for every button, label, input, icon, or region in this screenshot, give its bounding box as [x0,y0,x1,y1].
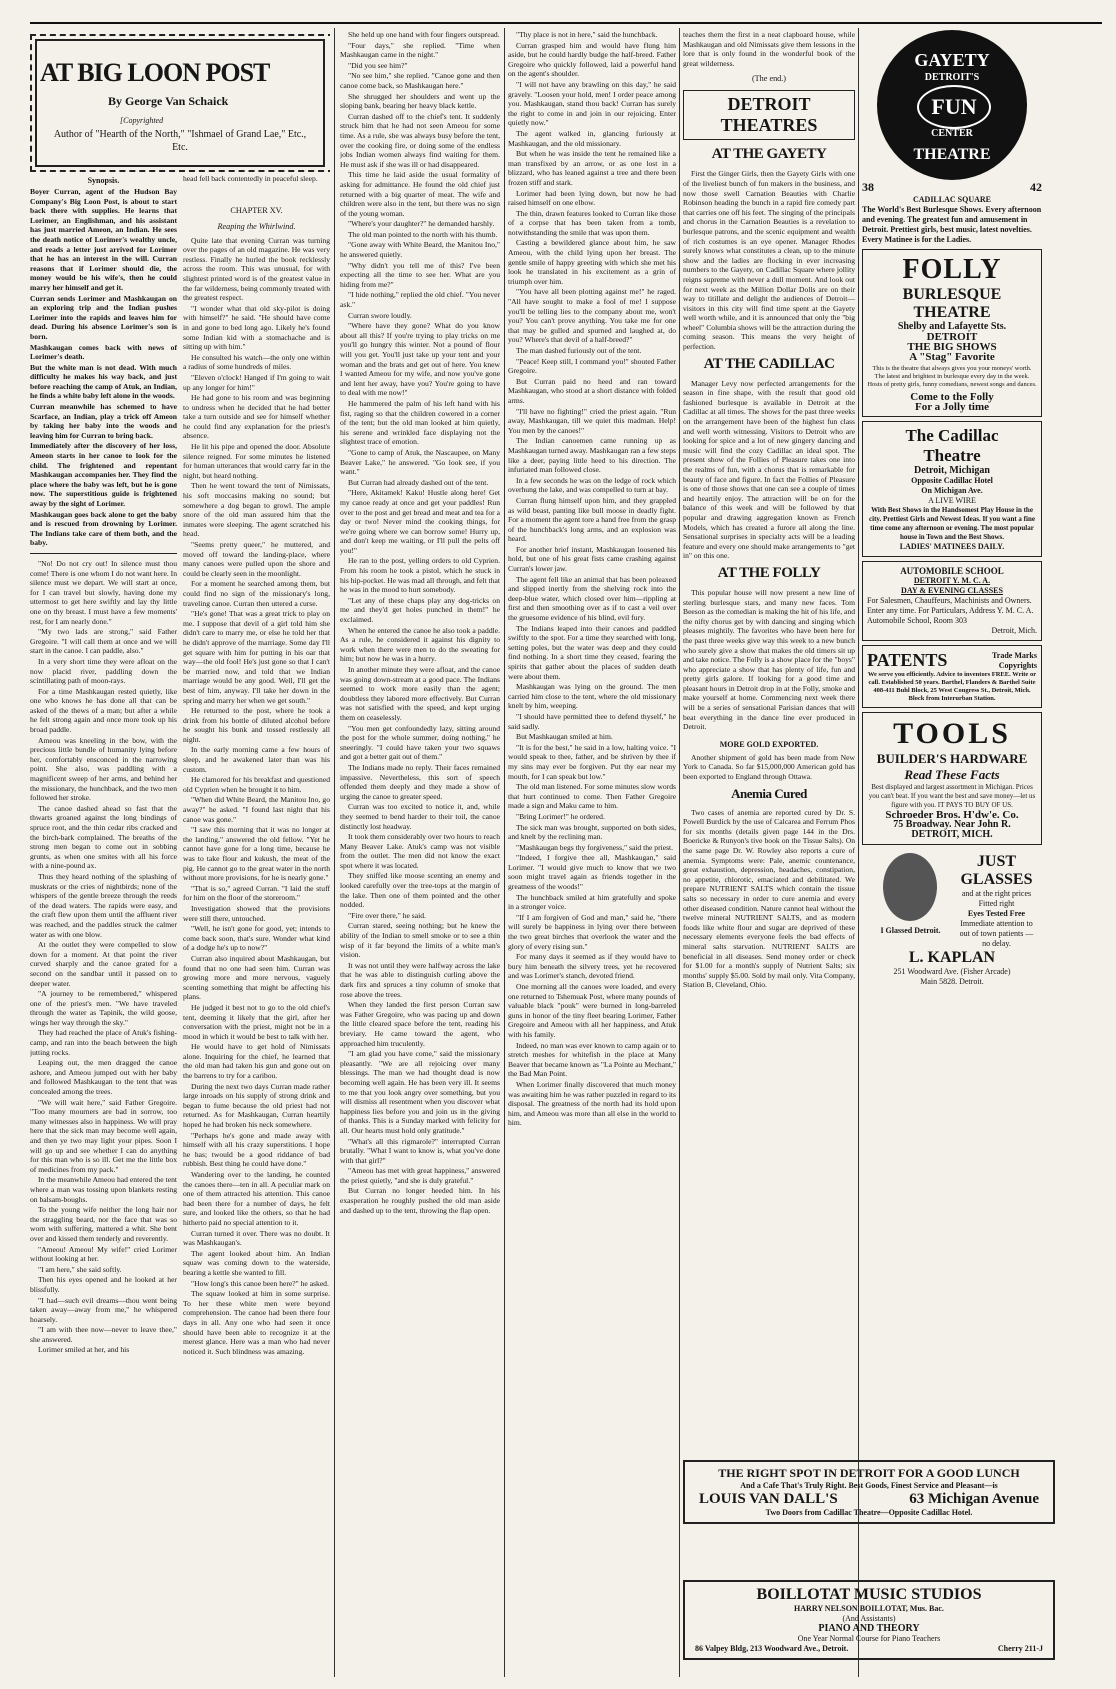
story-paragraph: "Mashkaugan begs thy forgiveness," said the priest. [516,842,674,852]
story-paragraph: For a time Mashkaugan rested quietly, like one who knows he has done all that can be asked of the thews of a man; but after a while he felt strong again and once more took up his broad paddle. [30,686,177,735]
cadillac-ad [862,421,1042,557]
synopsis-heading: Synopsis. [87,176,120,185]
lunch-addr: 63 Michigan Avenue [909,1491,1039,1507]
story-paragraph: "Why didn't you tell me of this? I've been expecting all the time to see her. What are you hiding from me?" [340,260,500,289]
gayety-address: CADILLAC SQUARE [912,195,991,204]
story-paragraph: But Curran had already dashed out of the tent. [348,477,489,487]
story-paragraph: During the next two days Curran made rather large inroads on his supply of strong drink and began to fume because the old priest had not returned. As for Mashkaugan, Curran heartily hoped he had broken his neck somewhere. [183,1081,330,1130]
lunch-doors: Two Doors from Cadillac Theatre—Opposite Cadillac Hotel. [765,1508,973,1517]
music-ad [683,1580,1055,1660]
story-paragraph: He hammered the palm of his left hand with his fist, raging so that the children cowered in a corner of the tent; but the old man looked at him quietly, his serene and wrinkled face displaying not the slightest trace of emotion. [340,398,500,447]
music-asst: (And Assistants) [842,1614,896,1623]
story-paragraph: The canoe dashed ahead so fast that the thwarts groaned against the long bindings of spruce root, and the thin cedar ribs cracked and the birch-bark complained. The breaths of the strong men began to come out in sobbing grunts, as when one smites with all his force with a nine-pound ax. [30,803,177,871]
patents-ad [862,645,1042,708]
story-paragraph: "Bring Lorimer!" he ordered. [516,811,605,821]
story-paragraph: The agent walked in, glancing furiously at Mashkaugan, and the old missionary. [508,128,676,148]
tools-ad [862,712,1042,845]
logo-text: CENTER [931,128,973,139]
gayety-logo [877,30,1027,180]
story-paragraph: Leaping out, the men dragged the canoe ashore, and Ameou jumped out with her baby and followed Mashkaugan to the tent that was concealed among the trees. [30,1058,177,1097]
story-paragraph: "Perhaps he's gone and made away with himself with all his crazy superstitions. I hope he has; twould be a good riddance of bad rubbish. Best thing he could have done." [183,1130,330,1169]
story-paragraph: Curran stared, seeing nothing; but he knew the ability of the Indian to smell smoke or to see a thin wisp of it far beyond the limits of a white man's vision. [340,921,500,960]
auto-classes: DAY & EVENING CLASSES [901,586,1003,595]
story-paragraph: She shrugged her shoulders and went up the sloping bank, bearing her heavy black kettle. [340,91,500,111]
story-paragraph: "Peace! Keep still, I command you!" shouted Father Gregoire. [508,356,676,376]
story-paragraph: "I'll have no fighting!" cried the priest again. "Run away, Mashkaugan, till we quiet this madman. Help! You men by the canoes!" [508,406,676,435]
story-paragraph: It was not until they were halfway across the lake that he was able to distinguish curling above the dark firs and spruces a tiny column of smoke that rose above the trees. [340,960,500,999]
column-rule [504,28,505,1677]
story-paragraph: Curran turned it over. There was no doubt. It was Mashkaugan's. [183,1228,330,1248]
story-paragraph: Curran flung himself upon him, and they grappled as wild beast, panting like bull moose in deadly fight. For a moment the agent tore a hand free from the grasp of the hunchback's long arms, and an explosion was heard. [508,495,676,544]
cadillac-opp: Opposite Cadillac Hotel [911,476,993,485]
chapter-title: Reaping the Whirlwind. [217,221,296,231]
gold-article: Another shipment of gold has been made from New York to Canada. So far $15,000,000 American gold has been exported to England through Ottawa. [683,752,855,782]
folly-city: DETROIT [926,331,978,343]
gayety-heading: AT THE GAYETY [711,146,827,163]
page-top-rule [30,22,1102,24]
story-paragraph: For many days it seemed as if they would have to bury him beneath the silvery trees, yet he recovered and was Lorimer's stanch, devoted friend. [508,952,676,981]
patents-word: PATENTS [867,650,948,670]
theatres-column [683,30,855,1450]
gayety-tagline: The World's Best Burlesque Shows. Every afternoon and evening. The greatest fun and amusement in Detroit. Prettiest girls, best music, latest novelties. Every Matinee is for the Ladies. [862,205,1042,244]
glasses-addr: 251 Woodward Ave. (Fisher Arcade) [893,967,1011,976]
tools-firm: Schroeder Bros. H'dw'e. Co. [885,809,1019,821]
story-paragraph: "How long's this canoe been here?" he asked. [191,1278,329,1288]
auto-school-ad [862,561,1042,641]
story-paragraph: "Gone away with White Beard, the Manitou Ino," he answered quietly. [340,240,500,260]
story-paragraph: "We will wait here," said Father Gregoire. "Too many mourners are bad in sorrow, too many witnesses also in happiness. We will pray here that the sick man may become well again, and then ye two may light your pipes. Soon I will go up and see whether I can do anything for this man who is so ill. Get me the little box of medicines from my pack." [30,1097,177,1174]
patents-body: We serve you efficiently. Advice to inventors FREE. Write or call. Established 50 years. Barthel, Flanders & Barthel Suite 408-411 Buhl Block, 25 West Congress St., Detroit, Mich. Block from Interurban Station. [867,671,1037,702]
music-addr: 86 Valpey Bldg, 213 Woodward Ave., Detroit. [695,1644,849,1653]
cadillac-name: The Cadillac [905,426,999,445]
story-paragraph: "You have all been plotting against me!" he raged. "All have sought to make a fool of me! I suppose you'll be telling lies to the company about me, won't you? You can't prove anything. You take me for one that may be gulled and spurned and laughed at, do you? Where's that devil of a half-breed?" [508,287,676,345]
music-head: BOILLOTAT MUSIC STUDIOS [756,1586,982,1603]
author-line: Author of "Hearth of the North," "Ishmael of Grand Lae," Etc., Etc. [53,129,307,153]
cadillac-heading: AT THE CADILLAC [703,355,835,372]
story-paragraph: "No see him," she replied. "Canoe gone and then canoe come back, so Mashkaugan here." [340,71,500,90]
logo-text: GAYETY [914,50,990,70]
patents-trade: Trade Marks [992,650,1037,660]
tools-word: TOOLS [893,717,1011,750]
story-paragraph: When Lorimer finally discovered that much money was awaiting him he was rather puzzled in regard to its disposal. The greatness of the north had its hold upon him, and Ameou was more than all else in the world to him. [508,1079,676,1128]
logo-text: FUN [917,85,991,129]
cadillac-article: Manager Levy now perfected arrangements for the season in fine shape, with the result that good old fashioned burlesque is available in Detroit at the Cadillac at all times. The shows for the past three weeks on the arrangement have been of the highest fun class and well worth witnessing. Visitors to Detroit who are looking for spice and a lot of new gingery dancing and music will find the cozy Cadillac an ideal spot. The present show of the Follies of Pleasure takes one into the realms of fun, with a chorus that is remarkable for beauty of face and figure. In fact the Follies of Pleasure is one of those shows that one can see a couple of times and heartily enjoy. The attraction will be on for the balance of this week and will be followed by that popular and drawing aggregation known as French Models, which has created a furore all along the line. Sensational surprises in specialty acts will be a leading feature and every one should make arrangements to "get in" on this one. [683,378,855,561]
story-paragraph: Then his eyes opened and he looked at her blissfully. [30,1275,177,1294]
anemia-article: Two cases of anemia are reported cured by Dr. S. Powell Burdick by the use of Calcarea and Ferrum Phos for six months (details given page 144 in the Drs. Boericke & Runyon's tive book on the Tissue Salts). On the same page Dr. W. Rowley also reports a cure of anemia. Symptoms were: Pale, anemic countenance, great exhaustion, depression, headaches, constipation, no appetite, chlorotic, emaciated and debilitated. We prepare NUTRIENT SALTS which contain the tissue salts so necessary in order to cure anemia and every other diseased condition. Nature cannot heal without the twelve mineral NUTRIENT SALTS, and as modern foods like white flour and sugar are deprived of these necessary elements everyone feels the bad effects of mineral salts starvation. NUTRIENT SALTS are beneficial in all diseases. Send money order or check for $1.00 for a month's supply of Nutrient Salts; six months' supply $5.00. Sold by mail only. Vita Company, Station B, Cleveland, Ohio. [683,807,855,990]
gayety-ad [862,30,1042,245]
story-paragraph: "He's gone! That was a great trick to play on me. I suppose that devil of a girl told him she didn't care to marry me, or else he told her that he didn't approve of the marriage. Some day I'll get square with him for putting in his oar that way—the old fool! He's just gone so that I can't be married now, and told that we Indian marriage would be any good. Well, I'll get the best of him, anyway. I'll take her down in the spring and marry her when we get south." [183,609,330,705]
story-right-subcolumn [183,174,330,1357]
story-paragraph: Casting a bewildered glance about him, he saw Ameou, with the child lying upon her breast. The gentle smile of happy greeting with which she met his look he translated in his excitement as a grin of triumph over him. [508,238,676,286]
glasses-head: GLASSES [960,871,1033,888]
folly-sub: BURLESQUE [902,286,1002,303]
auto-ymca: DETROIT Y. M. C. A. [913,576,991,585]
story-paragraph: Lorimer smiled at her, and his [38,1345,130,1355]
ad-number: 38 [862,180,874,194]
story-paragraph: To the young wife neither the long hair nor the straggling beard, nor the face that was so worn with suffering, mattered a whit. She bent over and kissed them tenderly and reverently. [30,1205,177,1243]
story-paragraph: "I had—such evil dreams—thou went being taken away—away from me," he whispered hoarsely. [30,1295,177,1324]
gold-heading: MORE GOLD EXPORTED. [719,739,819,749]
story-paragraph: They had reached the place of Atuk's fishing-camp, and ran into the beach between the high jutting rocks. [30,1028,177,1057]
story-paragraph: "I saw this morning that it was no longer at the landing," answered the old fellow. "Yet he cannot have gone for a long time, because he was to take flour and kukush, the meat of the pig. He cannot go to the great water in the north without more provisions, for he is nearly gone." [183,825,330,883]
story-paragraph: "Where's your daughter?" he demanded harshly. [348,219,495,229]
music-name: HARRY NELSON BOILLOTAT, Mus. Bac. [794,1604,944,1613]
story-paragraph: But when he was inside the tent he remained like a man transfixed by an arrow, or as one lost in a blizzard, who has leaned against a tree and there been frozen stiff and stark. [508,149,676,187]
story-paragraph: He lit his pipe and opened the door. Absolute silence reigned. For some minutes he listened for human utterances that would carry far in the night, but heard nothing. [183,442,330,480]
story-paragraph: teaches them the first in a neat clapboard house, while Mashkaugan and old Nimissats give them lessons in the lore that is only found in the wonderful book of the great wilderness. [683,30,855,68]
the-end-note: (The end.) [751,74,787,84]
glasses-ad [862,849,1042,991]
story-paragraph: The hunchback smiled at him gratefully and spoke in a stronger voice. [508,892,676,912]
synopsis-paragraph: Mashkaugan goes back alone to get the baby and is rescued from drowning by Lorimer. The Indians take care of them both, and the baby. [30,509,177,548]
cadillac-ladies: LADIES' MATINEES DAILY. [899,542,1005,551]
tools-city: DETROIT, MICH. [911,829,993,840]
story-paragraph: When he entered the canoe he also took a paddle. As a rule, he considered it against his dignity to work when there were men to do the sweating for him; but now he was in a hurry. [340,625,500,664]
story-paragraph: He would have to get hold of Nimissats alone. Inquiring for the chief, he learned that the old man had taken his gun and gone out on the barrens to try for a caribou. [183,1042,330,1081]
glasses-phone: Main 5828. Detroit. [920,977,984,986]
story-paragraph: He had gone to his room and was beginning to undress when he decided that he had better take a turn outside and see for himself whether he could find any explanation for the priest's absence. [183,393,330,441]
logo-text: THEATRE [913,146,991,163]
story-left-subcolumn [30,174,177,1357]
story-header-box [30,30,330,170]
auto-city: Detroit, Mich. [991,626,1037,635]
story-paragraph: "Ameou! Ameou! My wife!" cried Lorimer without looking at her. [30,1244,177,1264]
story-paragraph: But Curran no longer heeded him. In his exasperation he roughly pushed the old man aside and dashed up to the tent, throwing the flap open. [340,1186,500,1215]
music-course: One Year Normal Course for Piano Teachers [797,1634,941,1643]
story-paragraph: In a very short time they were afloat on the now placid river, paddling down the scintillating path of moon-rays. [30,656,177,686]
story-paragraph: It took them considerably over two hours to reach Many Beaver Lake. Atuk's camp was not visible from the outlet. The men did not know the exact spot where it was located. [340,832,500,870]
story-paragraph: Thus they heard nothing of the splashing of muskrats or the cries of nightbirds; none of the whispers of the gentle breeze through the reeds of the dead waters. The rapids were easy, and the craft flew upon them until the affluent river was reached, and the paddles struck the calmer water as with one blow. [30,871,177,939]
story-paragraph: This time he laid aside the usual formality of asking for admittance. He found the old chief just returned with a big quarter of meat. The wife and children were also in the tent, but there was no sign of the young woman. [340,170,500,218]
story-paragraph: "Well, he isn't gone for good, yet; intends to come back soon, that's sure. Wonder what kind of a dodge he's up to now?" [183,924,330,953]
glasses-sub: and at the right prices Fitted right [961,889,1032,908]
folly-ad [862,249,1042,417]
theatres-heading: DETROIT THEATRES [683,90,855,140]
auto-title: AUTOMOBILE SCHOOL [900,566,1004,576]
story-paragraph: Indeed, no man was ever known to camp again or to stretch meshes for whitefish in the place at Many Beaver that became known as "La Pointe au Mechant," the Bad Man Point. [508,1040,676,1079]
story-title: AT BIG LOON POST [40,58,270,87]
logo-text: DETROIT'S [924,72,980,83]
story-paragraph: The squaw looked at him in some surprise. To her these white men were beyond comprehension. The canoe had been there four days in all. Any one who had seen it once should have been able to recognize it at the merest glance. Here was a man who had never noticed it. Such blindness was amazing. [183,1289,330,1356]
story-paragraph: For another brief instant, Mashkaugan loosened his hold, but one of his great fists came crashing against Curran's lower jaw. [508,544,676,574]
glasses-head: JUST [976,853,1017,870]
story-paragraph: "I should have permitted thee to defend thyself," he said sadly. [508,711,676,731]
column-rule [679,28,680,1677]
ads-column [862,30,1042,1450]
story-paragraph: Quite late that evening Curran was turning over the pages of an old magazine. He was very restless. Finally he hurled the book recklessly across the room. This was unusual, for with slightest printed word is of the greatest value in the far wilderness, being commonly treated with the greatest respect. [183,235,330,303]
story-paragraph: In the early morning came a few hours of sleep, and he awakened later than was his custom. [183,745,330,774]
cadillac-ave: On Michigan Ave. [921,486,983,495]
synopsis-paragraph: Curran meanwhile has schemed to have Scarface, an Indian, play a trick off Ameon by taking her baby into the woods and leaving him for Curran to bring back. [30,402,177,440]
folly-jolly: For a Jolly time [914,401,990,413]
story-paragraph: The man dashed furiously out of the tent. [516,346,642,355]
story-paragraph: At the outlet they were compelled to slow down for a moment. At that point the river curved sharply and the canoe grated for a second on the sandbar until it passed on to deeper water. [30,940,177,988]
story-paragraph: He consulted his watch—the only one within a radius of some hundreds of miles. [183,352,330,372]
synopsis-paragraph: Mashkaugan comes back with news of Lorimer's death. [30,342,177,362]
story-paragraph: "I wonder what that old sky-pilot is doing with himself?" he said. "He should have come in and gone to bed long ago. Likely he's found some Indian kid with a stomachache and is sitting up with him." [183,303,330,352]
lunch-name: LOUIS VAN DALL'S [699,1491,838,1507]
story-paragraph: He ran to the post, yelling orders to old Cyprien. From his room he took a pistol, which he stuck in his hip-pocket. He was mad all through, and felt that he was in the mood to hurt somebody. [340,556,500,595]
story-paragraph: "Eleven o'clock! Hanged if I'm going to wait up any longer for him!" [183,372,330,392]
synopsis-paragraph: Immediately after the discovery of her loss, Ameon starts in her canoe to look for the child. The frightened and repentant Mashkaugan accompanies her. They find the place where the baby was left, but he is gone now. The superstitious guide is frightened away by the sight of Lorimer. [30,441,177,508]
story-paragraph: "Thy place is not in here," said the hunchback. [516,30,658,39]
story-paragraph: "Indeed, I forgive thee all, Mashkaugan," said Lorimer. "I would give much to know that we two soon might travel again as friends together in the greatness of the woods!" [508,853,676,892]
story-paragraph: The thin, drawn features looked to Curran like those of a corpse that has been taken from a tomb, notwithstanding the smile that was upon them. [508,208,676,237]
glasses-name: L. KAPLAN [908,949,996,966]
story-paragraph: "I hide nothing," replied the old chief. "You never ask." [340,290,500,310]
story-paragraph: She held up one hand with four fingers outspread. [348,30,500,39]
story-paragraph: The Indians leaped into their canoes and paddled swiftly to the spot. For a time they searched with long, setting poles, but the water was deep and they could find nothing. In a short time they ceased, fearing the spirits that gather about the places of sudden death were about them. [508,623,676,681]
synopsis-paragraph: Curran sends Lorimer and Mashkaugan on an exploring trip and the Indian pushes Lorimer into the rapids and leaves him for dead. During his absence Lorimer's son is born. [30,293,177,341]
chapter-heading: CHAPTER XV. [230,205,283,215]
ad-number: 42 [1030,180,1042,194]
cadillac-blurb: With Best Shows in the Handsomest Play House in the city. Prettiest Girls and Newest Ideas. If you want a fine time come any afternoon or evening. The most popular house in Town and the Best Shows. [869,506,1035,541]
story-split [30,174,330,1357]
story-paragraph: "Four days," she replied. "Time when Mashkaugan came in the night." [340,40,500,60]
story-paragraph: He returned to the post, where he took a drink from his bottle of diluted alcohol before he sought his bunk and tossed restlessly all night. [183,706,330,744]
story-paragraph: Ameou was kneeling in the bow, with the precious little bundle of humanity lying before her, comfortably ensconced in the narrowing point. She also, was paddling with a magnificent sweep of her arms, and behind her the missionary, the hunchback, and the two men followed her stroke. [30,735,177,803]
tools-read: Read These Facts [904,767,1000,782]
story-paragraph: The Indians made no reply. Their faces remained impassive. Nevertheless, this sort of speech offended them deeply and they made a show of urging the canoe to greater speed. [340,762,500,801]
copyright-note: [Copyrighted [120,116,164,125]
story-paragraph: In another minute they were afloat, and the canoe was going down-stream at a good pace. The Indians seemed to work more easily than the agent; doubtless they labored more effectively. But Curran was not satisfied with the speed, and kept urging them on ceaselessly. [340,665,500,722]
tools-hardware: BUILDER'S HARDWARE [876,751,1028,766]
story-paragraph: Investigation showed that the provisions were still there, untouched. [183,903,330,923]
story-paragraph: Curran dashed off to the chief's tent. It suddenly struck him that he had not seen Ameou for some time. As a rule, she was always busy before the tent, over the cooking fire, or doing some of the endless jobs Indian women always find waiting for them. He must ask if she was ill or had disappeared. [340,111,500,169]
story-paragraph: But Curran paid no heed and ran toward Mashkaugan, who stood at a short distance with folded arms. [508,376,676,405]
story-paragraph: "Here, Akitamek! Kaku! Hustle along here! Get my canoe ready at once and get your paddles! Run over to the post and get bread and meat and tea for a day or two! Never mind the cooking things, for we're going where we can borrow some! Hurry up, and don't keep me waiting, or I'll pull the pelts off you!" [340,488,500,555]
synopsis-paragraph: But the white man is not dead. With much difficulty he makes his way back, and just before reaching the camp of Atuk, an Indian, he finds a white baby left alone in the woods. [30,362,177,401]
lunch-sub: And a Cafe That's Truly Right. Best Goods, Finest Service and Pleasant—is [740,1481,998,1490]
story-paragraph: Wandering over to the landing, he counted the canoes there—ten in all. A peculiar mark on one of them attracted his attention. This canoe had been there for a number of days, he felt sure, and looked like the others, so that he had hitherto paid no special attention to it. [183,1170,330,1227]
folly-heading: AT THE FOLLY [717,564,821,581]
folly-blurb: This is the theatre that always gives you your moneys' worth. The latest and brightest in burlesque every day in the week. Hosts of pretty girls, funny comedians, newest songs and dances. [867,365,1037,388]
story-paragraph: "What's all this rigmarole?" interrupted Curran brutally. "What I want to know is, what you've done with that girl?" [340,1136,500,1165]
story-paragraph: "A journey to be remembered," whispered one of the priest's men. "We have traveled through the water as Tapinik, the wild goose, wings her way through the sky." [30,989,177,1027]
story-paragraph: The sick man was brought, supported on both sides, and knelt by the reclining man. [508,822,676,842]
story-paragraph: "Fire over there," he said. [348,910,426,920]
story-paragraph: Curran was too excited to notice it, and, while they seemed to bend harder to their toil, the canoe distinctly lost headway. [340,802,500,831]
cadillac-live: A LIVE WIRE [928,496,976,505]
story-paragraph: head fell back contentedly in peaceful sleep. [183,174,318,183]
glasses-caption: I Glassed Detroit. [880,926,941,935]
lunch-head: THE RIGHT SPOT IN DETROIT FOR A GOOD LUNCH [718,1466,1020,1480]
folly-shows: THE BIG SHOWS [907,341,997,353]
story-paragraph: He judged it best not to go to the old chief's tent, deeming it likely that the girl, after her conversation with the priest, might not be in a mood in which it would be best to talk with her. [183,1002,330,1041]
story-paragraph: "It is for the best," he said in a low, halting voice. "I would speak to thee, father, and be shriven by thee if my sins may ever be forgiven. Put thy ear near my mouth, for I can speak but low." [508,742,676,781]
music-phone: Cherry 211-J [997,1644,1043,1653]
story-paragraph: Curran swore loudly. [348,310,412,320]
folly-address: Shelby and Lafayette Sts. [897,321,1007,332]
story-paragraph: "You men get confoundedly lazy, sitting around the post for the whole summer, doing nothing," he sneeringly. "I could have taken your two squaws and got a better gait out of them." [340,723,500,762]
story-paragraph: The agent looked about him. An Indian squaw was coming down to the waterside, bearing a kettle she wanted to fill. [183,1248,330,1277]
story-paragraph: They sniffed like moose scenting an enemy and looked carefully over the tree-tops at the margin of the lake. Then one of them pointed and the other nodded. [340,871,500,910]
story-paragraph: In a few seconds he was on the ledge of rock which overhung the lake, and was compelled to turn at bay. [508,475,676,495]
story-paragraph: The Indian canoemen came running up as Mashkaugan turned away. Mashkaugan ran a few steps like a deer, paying little heed to his direction. The infuriated man followed close. [508,436,676,475]
music-theory: PIANO AND THEORY [818,1623,920,1634]
story-paragraph: Curran also inquired about Mashkaugan, but found that no one had seen him. Curran was growing more and more nervous, vaguely scenting something that might be affecting his plans. [183,953,330,1002]
gayety-article: First the Ginger Girls, then the Gayety Girls with one of the liveliest bunch of fun makers in the business, and now those swell Carnation Beauties with Charlie Robinson heading the bunch in a rapid fire comedy part that carries one off his feet. The singing of the principals and chorus in the Carnation Beauties is a revelation to burlesque patrons, and the scenic equipment and wealth of rich costumes is an eye opener. Manager Rhodes surely knows what constitutes a clean, up to the minute show and the ladies are flocking in ever increasing numbers to the Gayety, on Cadillac Square where jollity reigns supreme with never a dull moment. And look out for next week as the Million Dollar Dolls are on their way to titillate and delight the audiences of Detroit—visitors in this city will find time spent at the Gayety well worth while, and it is announced that only the "big wheel" Columbia shows will be the attraction during the coming season. This means the very height of perfection. [683,169,855,352]
folly-article: This popular house will now present a new line of sterling burlesque stars, and many new faces. Tom Beeson as the comedian is making the hit of his life, and the nifty chorus get by with dancing and singing which pleases mightily. The favorites who have been here for the past three weeks give way this week to a new bunch who surely give a show that makes the old timers sit up and take notice. The Folly is a show place for the "boys" who appreciate a show that has plenty of life, fun and pretty girls galore. If looking for a good time and pleasant hours in Detroit drop in at the Folly, smoke and make yourself at home. Commencing next week there will be a series of sensational Parisian dances that will beat everything in the dance line ever produced in Detroit. [683,587,855,732]
anemia-heading: Anemia Cured [731,785,807,801]
story-column-3 [508,30,676,1670]
auto-body: For Salesmen, Chauffeurs, Machinists and Owners. Enter any time. For Particulars, Address Y. M. C. A. Automobile School, Room 303 [867,596,1034,625]
story-paragraph: But Mashkaugan smiled at him. [516,732,613,742]
column-rule [858,28,859,1677]
story-paragraph: "That is so," agreed Curran. "I laid the stuff for him on the floor of the storeroom." [183,883,330,903]
story-paragraph: In the meanwhile Ameou had entered the tent where a man was tossing upon blankets resting on balsam-boughs. [30,1175,177,1204]
story-paragraph: "Did you see him?" [348,60,408,70]
folly-sub: THEATRE [913,304,991,321]
story-paragraph: The agent fell like an animal that has been poleaxed and slipped inertly from the shelving rock into the deep-blue water, which closed over him—rippling at first and then smoothing over as if to cast a veil over the gruesome evidence of his blind, evil fury. [508,574,676,623]
story-paragraph: "I am glad you have come," said the missionary pleasantly. "We are all rejoicing over many blessings. The man we had thought dead is now becoming well again. He has been very ill. It seems to me that you look angry over something, but you will dismiss all resentment when you discover what happiness lies before you and join us in the giving of thanks. This is a Sunday marked with felicity for all. Our hearts must hold only gratitude." [340,1049,500,1135]
story-paragraph: He clamored for his breakfast and questioned old Cyprien when he brought it to him. [183,775,330,794]
story-paragraph: "Gone to camp of Atuk, the Nascaupee, on Many Beaver Lake," he answered. "Go look see, if you want." [340,447,500,477]
story-paragraph: For a moment he searched among them, but could find no sign of the missionary's long, traveling canoe. Curran then uttered a curse. [183,579,330,608]
story-paragraph: "Seems pretty queer," he muttered, and moved off toward the landing-place, where many canoes were pulled upon the shore and could be clearly seen in the moonlight. [183,540,330,578]
folly-favorite: A "Stag" Favorite [909,351,995,363]
story-paragraph: Curran grasped him and would have flung him aside, but he could hardly budge the half-breed. Father Gregoire who quickly followed, laid a powerful hand on the agent's shoulder. [508,40,676,79]
synopsis-paragraph: Boyer Curran, agent of the Hudson Bay Company's Big Loon Post, is about to start back there with supplies. He learns that Lorimer, an Englishman, and his assistant has just married Ameon, an Indian. He sees the death notice of Lorimer's wealthy uncle, and reads a letter just arrived for Lorimer that he has an interest in the will. Curran reasons that if Lorimer should die, the money would be his wife's, then he could marry her himself and get it. [30,187,177,292]
glasses-tested: Eyes Tested Free [967,909,1026,918]
story-paragraph: "I am here," she said softly. [38,1264,122,1274]
story-paragraph: The old man pointed to the north with his thumb. [348,229,498,239]
story-paragraph: "No! Do not cry out! In silence must thou come! There is one whom I do not want here. In silence must we depart. We will start at once, for I can travel but slowly, having done my uttermost to get here swiftly and lay thy little one on thy breast. I must have a few moments' rest, for I am nearly done." [30,558,177,626]
story-column-2 [340,30,500,1670]
story-paragraph: "I will not have any brawling on this day," he said gravely. "Loosen your hold, men! I order peace among you. Mashkaugan, stand thou back! Curran has surely the right to come in and join in our rejoicing. Enter quietly now." [508,79,676,128]
story-paragraph: "I am with thee now—never to leave thee," she answered. [30,1325,177,1344]
story-byline: By George Van Schaick [108,94,229,108]
portrait-image [883,853,937,921]
story-paragraph: "Where have they gone? What do you know about all this? If you're trying to play tricks on me you'll go hungry this winter. Not a pound of flour will you get. You'll just take up your tent and your woman and the brats and get out of here. You knew I wanted Ameou for my wife, and now you've gone and lent her away, have you? You're going to have to deal with me now!" [340,321,500,398]
column-rule [334,28,335,1677]
tools-body: Best displayed and largest assortment in Michigan. Prices you can't beat. If you want the best and save money—let us figure with you. IT PAYS TO BUY OF US. [868,783,1036,809]
cadillac-city: Detroit, Michigan [914,465,990,476]
cadillac-name: Theatre [923,446,981,465]
story-paragraph: "When did White Beard, the Manitou Ino, go away?" he asked. "I found last night that his canoe was gone." [183,795,330,824]
story-paragraph: Mashkaugan was lying on the ground. The men carried him close to the tent, where the old missionary knelt by him, weeping. [508,682,676,711]
story-paragraph: When they landed the first person Curran saw was Father Gregoire, who was pacing up and down the little cleared space before the tent, reading his breviary. He came toward the agent, who approached him truculently. [340,1000,500,1048]
story-paragraph: "My two lads are strong," said Father Gregoire. "I will call them at once and we will start in the canoe. I can paddle, also." [30,627,177,656]
glasses-body: Immediate attention to out of town patients — no delay. [959,919,1034,948]
lunch-ad [683,1460,1055,1524]
patents-copy: Copyrights [998,660,1037,670]
divider [30,553,177,554]
tools-addr: 75 Broadway. Near John R. [893,819,1011,830]
story-column [30,30,330,1670]
story-paragraph: The old man listened. For some minutes slow words that hurt continued to come. Then Father Gregoire made a sign and Maku came to him. [508,782,676,811]
story-paragraph: "Ameou has met with great happiness," answered the priest quietly, "and she is duly grateful." [340,1166,500,1185]
story-paragraph: Then he went toward the tent of Nimissats, his soft moccasins making no sound; but somewhere a dog began to growl. The ample snore of the old man assured him that the inmates were sleeping. The agent scratched his head. [183,481,330,539]
folly-name: FOLLY [902,254,1002,285]
story-paragraph: "If I am forgiven of God and man," said he, "there will surely be happiness in lying over there between the two great birches that overlook the water and the glory of every rising sun." [508,912,676,951]
story-paragraph: "Let any of these chaps play any dog-tricks on me and they'd get holes punched in them!" he exclaimed. [340,595,500,625]
story-paragraph: Lorimer had been lying down, but now he had raised himself on one elbow. [508,188,676,208]
story-paragraph: One morning all the canoes were loaded, and every one returned to Tshemuak Post, where many pounds of valuable black "pouk" were burned in long-barreled guns in honor of the tiny fleet bearing Lorimer, Father Gregoire and Ameou with all her happiness, and Atuk with his family. [508,982,676,1039]
folly-come: Come to the Folly [910,391,994,403]
